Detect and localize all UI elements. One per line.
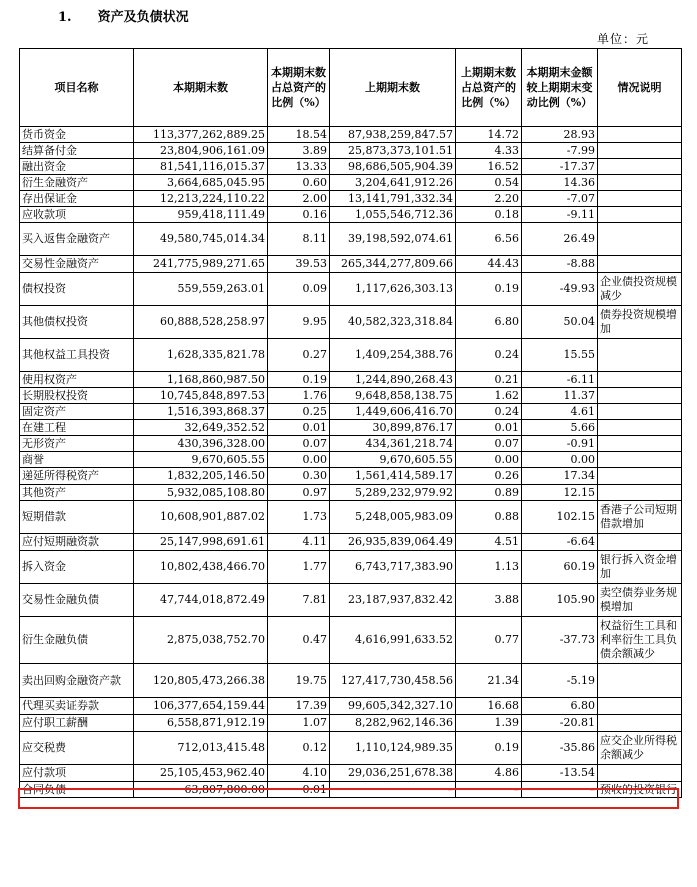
cell-current-ratio: 0.09 (268, 273, 330, 306)
cell-previous-ratio: 0.00 (456, 452, 522, 468)
cell-previous-ratio: 16.68 (456, 698, 522, 715)
cell-current-ratio: 0.12 (268, 732, 330, 765)
cell-previous-ratio: 0.54 (456, 175, 522, 191)
cell-name: 拆入资金 (20, 551, 134, 584)
cell-note: 债券投资规模增加 (598, 306, 682, 339)
cell-change: – (522, 782, 598, 798)
cell-change: -8.88 (522, 256, 598, 273)
cell-current-ratio: 17.39 (268, 698, 330, 715)
cell-previous: 4,616,991,633.52 (330, 617, 456, 664)
cell-note (598, 664, 682, 698)
cell-previous: 25,873,373,101.51 (330, 143, 456, 159)
cell-previous: 3,204,641,912.26 (330, 175, 456, 191)
cell-note (598, 404, 682, 420)
cell-note (598, 698, 682, 715)
cell-previous: 434,361,218.74 (330, 436, 456, 452)
cell-previous: 87,938,259,847.57 (330, 127, 456, 143)
cell-change: -6.11 (522, 372, 598, 388)
table-row (20, 420, 682, 436)
cell-previous: 99,605,342,327.10 (330, 698, 456, 715)
cell-current-ratio: 0.16 (268, 207, 330, 223)
cell-name: 结算备付金 (20, 143, 134, 159)
cell-name: 代理买卖证券款 (20, 698, 134, 715)
cell-previous-ratio: 0.18 (456, 207, 522, 223)
cell-current: 9,670,605.55 (134, 452, 268, 468)
cell-previous: 265,344,277,809.66 (330, 256, 456, 273)
cell-previous-ratio: 0.19 (456, 732, 522, 765)
cell-current-ratio: 0.27 (268, 339, 330, 372)
cell-note (598, 388, 682, 404)
cell-current: 63,807,800.00 (134, 782, 268, 798)
cell-note: 企业债投资规模减少 (598, 273, 682, 306)
header-change: 本期期末金额较上期期末变动比例（%） (522, 49, 598, 127)
header-previous: 上期期末数 (330, 49, 456, 127)
table-row (20, 501, 682, 534)
cell-note (598, 485, 682, 501)
cell-current-ratio: 1.76 (268, 388, 330, 404)
cell-previous-ratio: 4.33 (456, 143, 522, 159)
cell-name: 合同负债 (20, 782, 134, 798)
cell-current: 1,168,860,987.50 (134, 372, 268, 388)
cell-previous-ratio: 0.77 (456, 617, 522, 664)
cell-change: -49.93 (522, 273, 598, 306)
table-row (20, 404, 682, 420)
cell-current-ratio: 0.00 (268, 452, 330, 468)
cell-current-ratio: 0.60 (268, 175, 330, 191)
cell-previous: 40,582,323,318.84 (330, 306, 456, 339)
table-row (20, 617, 682, 664)
cell-name: 买入返售金融资产 (20, 223, 134, 256)
cell-previous: 6,743,717,383.90 (330, 551, 456, 584)
cell-current-ratio: 0.47 (268, 617, 330, 664)
cell-previous-ratio: 16.52 (456, 159, 522, 175)
cell-current-ratio: 0.01 (268, 420, 330, 436)
cell-previous: 127,417,730,458.56 (330, 664, 456, 698)
cell-change: 50.04 (522, 306, 598, 339)
cell-previous: 30,899,876.17 (330, 420, 456, 436)
cell-note (598, 191, 682, 207)
cell-note: 权益衍生工具和利率衍生工具负债余额减少 (598, 617, 682, 664)
cell-note (598, 534, 682, 551)
section-heading: 1. 资产及负债状况 (58, 10, 189, 25)
cell-name: 其他权益工具投资 (20, 339, 134, 372)
cell-current: 1,628,335,821.78 (134, 339, 268, 372)
cell-change: -5.19 (522, 664, 598, 698)
cell-note (598, 256, 682, 273)
cell-note (598, 159, 682, 175)
cell-previous: 1,449,606,416.70 (330, 404, 456, 420)
unit-label: 单位：元 (596, 32, 649, 46)
cell-previous-ratio: 6.56 (456, 223, 522, 256)
cell-name: 递延所得税资产 (20, 468, 134, 485)
cell-change: 26.49 (522, 223, 598, 256)
cell-current: 120,805,473,266.38 (134, 664, 268, 698)
cell-previous-ratio: 21.34 (456, 664, 522, 698)
table-row (20, 191, 682, 207)
cell-current: 6,558,871,912.19 (134, 715, 268, 732)
table-row (20, 782, 682, 798)
cell-current-ratio: 0.97 (268, 485, 330, 501)
cell-previous: 8,282,962,146.36 (330, 715, 456, 732)
cell-current-ratio: 19.75 (268, 664, 330, 698)
table-row (20, 732, 682, 765)
cell-current: 47,744,018,872.49 (134, 584, 268, 617)
cell-change: -37.73 (522, 617, 598, 664)
cell-previous-ratio: 0.07 (456, 436, 522, 452)
cell-current: 10,745,848,897.53 (134, 388, 268, 404)
cell-previous: 1,055,546,712.36 (330, 207, 456, 223)
table-row (20, 223, 682, 256)
table-row (20, 534, 682, 551)
cell-previous: 1,561,414,589.17 (330, 468, 456, 485)
cell-current: 12,213,224,110.22 (134, 191, 268, 207)
cell-current: 430,396,328.00 (134, 436, 268, 452)
cell-current-ratio: 7.81 (268, 584, 330, 617)
cell-name: 无形资产 (20, 436, 134, 452)
cell-name: 固定资产 (20, 404, 134, 420)
cell-change: 17.34 (522, 468, 598, 485)
cell-note: 香港子公司短期借款增加 (598, 501, 682, 534)
balance-sheet-table (19, 48, 682, 798)
table-row (20, 127, 682, 143)
cell-current: 25,147,998,691.61 (134, 534, 268, 551)
cell-name: 其他资产 (20, 485, 134, 501)
cell-change: -20.81 (522, 715, 598, 732)
cell-previous-ratio: 0.24 (456, 404, 522, 420)
table-row (20, 388, 682, 404)
cell-current: 32,649,352.52 (134, 420, 268, 436)
cell-note: 预收的投资银行 (598, 782, 682, 798)
cell-current-ratio: 0.01 (268, 782, 330, 798)
cell-previous-ratio: 0.89 (456, 485, 522, 501)
cell-change: -7.99 (522, 143, 598, 159)
cell-previous: 13,141,791,332.34 (330, 191, 456, 207)
cell-previous: – (330, 782, 456, 798)
cell-change: -0.91 (522, 436, 598, 452)
cell-current: 113,377,262,889.25 (134, 127, 268, 143)
table-row (20, 159, 682, 175)
cell-previous-ratio: 3.88 (456, 584, 522, 617)
table-header-row (20, 49, 682, 127)
cell-current-ratio: 4.11 (268, 534, 330, 551)
cell-change: 5.66 (522, 420, 598, 436)
cell-name: 存出保证金 (20, 191, 134, 207)
cell-previous-ratio: 0.01 (456, 420, 522, 436)
table-row (20, 698, 682, 715)
table-row (20, 273, 682, 306)
cell-note (598, 372, 682, 388)
cell-previous-ratio: 14.72 (456, 127, 522, 143)
cell-note (598, 207, 682, 223)
header-current-ratio: 本期期末数占总资产的比例（%） (268, 49, 330, 127)
cell-change: 12.15 (522, 485, 598, 501)
cell-note (598, 175, 682, 191)
table-row (20, 468, 682, 485)
cell-change: -6.64 (522, 534, 598, 551)
cell-previous: 1,117,626,303.13 (330, 273, 456, 306)
table-row (20, 372, 682, 388)
cell-note (598, 436, 682, 452)
cell-previous: 9,670,605.55 (330, 452, 456, 468)
cell-name: 在建工程 (20, 420, 134, 436)
cell-name: 交易性金融负债 (20, 584, 134, 617)
cell-note: 银行拆入资金增加 (598, 551, 682, 584)
cell-current: 10,608,901,887.02 (134, 501, 268, 534)
cell-previous: 26,935,839,064.49 (330, 534, 456, 551)
cell-previous-ratio: 1.13 (456, 551, 522, 584)
cell-current: 712,013,415.48 (134, 732, 268, 765)
cell-previous: 1,244,890,268.43 (330, 372, 456, 388)
cell-current-ratio: 1.07 (268, 715, 330, 732)
table-row (20, 452, 682, 468)
cell-current: 1,832,205,146.50 (134, 468, 268, 485)
cell-change: 102.15 (522, 501, 598, 534)
cell-name: 其他债权投资 (20, 306, 134, 339)
cell-current-ratio: 0.07 (268, 436, 330, 452)
table-row (20, 584, 682, 617)
cell-previous: 9,648,858,138.75 (330, 388, 456, 404)
cell-previous: 23,187,937,832.42 (330, 584, 456, 617)
cell-name: 衍生金融资产 (20, 175, 134, 191)
cell-previous: 1,110,124,989.35 (330, 732, 456, 765)
table-row (20, 551, 682, 584)
cell-previous-ratio: 0.21 (456, 372, 522, 388)
cell-current-ratio: 8.11 (268, 223, 330, 256)
cell-current: 3,664,685,045.95 (134, 175, 268, 191)
cell-note (598, 468, 682, 485)
cell-previous-ratio: 0.26 (456, 468, 522, 485)
cell-previous-ratio: 6.80 (456, 306, 522, 339)
cell-note (598, 420, 682, 436)
cell-note: 卖空债券业务规模增加 (598, 584, 682, 617)
cell-previous-ratio: 44.43 (456, 256, 522, 273)
cell-change: 14.36 (522, 175, 598, 191)
cell-current-ratio: 0.30 (268, 468, 330, 485)
cell-current: 60,888,528,258.97 (134, 306, 268, 339)
cell-change: -35.86 (522, 732, 598, 765)
cell-name: 应交税费 (20, 732, 134, 765)
cell-change: 6.80 (522, 698, 598, 715)
cell-name: 应付款项 (20, 765, 134, 782)
cell-note (598, 339, 682, 372)
cell-previous-ratio: – (456, 782, 522, 798)
cell-previous: 29,036,251,678.38 (330, 765, 456, 782)
cell-name: 融出资金 (20, 159, 134, 175)
cell-previous-ratio: 0.19 (456, 273, 522, 306)
table-row (20, 664, 682, 698)
cell-change: 15.55 (522, 339, 598, 372)
cell-current: 5,932,085,108.80 (134, 485, 268, 501)
cell-current: 106,377,654,159.44 (134, 698, 268, 715)
cell-previous: 5,289,232,979.92 (330, 485, 456, 501)
table-row (20, 256, 682, 273)
cell-previous-ratio: 2.20 (456, 191, 522, 207)
cell-previous: 98,686,505,904.39 (330, 159, 456, 175)
cell-note: 应交企业所得税余额减少 (598, 732, 682, 765)
cell-current: 81,541,116,015.37 (134, 159, 268, 175)
table-row (20, 339, 682, 372)
header-current: 本期期末数 (134, 49, 268, 127)
cell-current-ratio: 2.00 (268, 191, 330, 207)
table-body (20, 127, 682, 798)
cell-name: 应付职工薪酬 (20, 715, 134, 732)
cell-current-ratio: 3.89 (268, 143, 330, 159)
header-previous-ratio: 上期期末数占总资产的比例（%） (456, 49, 522, 127)
cell-current-ratio: 4.10 (268, 765, 330, 782)
cell-current-ratio: 39.53 (268, 256, 330, 273)
cell-name: 应收款项 (20, 207, 134, 223)
cell-previous-ratio: 4.51 (456, 534, 522, 551)
table-row (20, 436, 682, 452)
cell-current-ratio: 13.33 (268, 159, 330, 175)
cell-previous-ratio: 1.62 (456, 388, 522, 404)
cell-current-ratio: 1.77 (268, 551, 330, 584)
cell-name: 衍生金融负债 (20, 617, 134, 664)
cell-change: 11.37 (522, 388, 598, 404)
cell-current: 959,418,111.49 (134, 207, 268, 223)
cell-change: -9.11 (522, 207, 598, 223)
cell-note (598, 127, 682, 143)
cell-current-ratio: 18.54 (268, 127, 330, 143)
cell-change: 60.19 (522, 551, 598, 584)
cell-previous-ratio: 1.39 (456, 715, 522, 732)
cell-current: 559,559,263.01 (134, 273, 268, 306)
cell-name: 债权投资 (20, 273, 134, 306)
cell-note (598, 143, 682, 159)
cell-current: 10,802,438,466.70 (134, 551, 268, 584)
table-row (20, 143, 682, 159)
cell-current-ratio: 0.25 (268, 404, 330, 420)
cell-change: 0.00 (522, 452, 598, 468)
cell-current: 1,516,393,868.37 (134, 404, 268, 420)
cell-previous-ratio: 0.24 (456, 339, 522, 372)
cell-current: 241,775,989,271.65 (134, 256, 268, 273)
cell-current: 49,580,745,014.34 (134, 223, 268, 256)
table-row (20, 207, 682, 223)
cell-current: 23,804,906,161.09 (134, 143, 268, 159)
cell-name: 交易性金融资产 (20, 256, 134, 273)
cell-previous: 39,198,592,074.61 (330, 223, 456, 256)
cell-name: 商誉 (20, 452, 134, 468)
cell-change: 105.90 (522, 584, 598, 617)
table-row (20, 306, 682, 339)
header-note: 情况说明 (598, 49, 682, 127)
cell-change: -13.54 (522, 765, 598, 782)
cell-note (598, 223, 682, 256)
table-row (20, 765, 682, 782)
cell-change: 28.93 (522, 127, 598, 143)
table-row (20, 715, 682, 732)
cell-current-ratio: 1.73 (268, 501, 330, 534)
cell-change: 4.61 (522, 404, 598, 420)
cell-note (598, 715, 682, 732)
cell-name: 短期借款 (20, 501, 134, 534)
cell-previous: 5,248,005,983.09 (330, 501, 456, 534)
header-name: 项目名称 (20, 49, 134, 127)
table-row (20, 485, 682, 501)
cell-current-ratio: 9.95 (268, 306, 330, 339)
cell-name: 卖出回购金融资产款 (20, 664, 134, 698)
cell-name: 应付短期融资款 (20, 534, 134, 551)
cell-previous-ratio: 4.86 (456, 765, 522, 782)
cell-name: 使用权资产 (20, 372, 134, 388)
cell-previous-ratio: 0.88 (456, 501, 522, 534)
cell-name: 货币资金 (20, 127, 134, 143)
table-row (20, 175, 682, 191)
cell-previous: 1,409,254,388.76 (330, 339, 456, 372)
cell-note (598, 765, 682, 782)
cell-current: 2,875,038,752.70 (134, 617, 268, 664)
cell-note (598, 452, 682, 468)
cell-current-ratio: 0.19 (268, 372, 330, 388)
cell-current: 25,105,453,962.40 (134, 765, 268, 782)
cell-name: 长期股权投资 (20, 388, 134, 404)
cell-change: -17.37 (522, 159, 598, 175)
cell-change: -7.07 (522, 191, 598, 207)
